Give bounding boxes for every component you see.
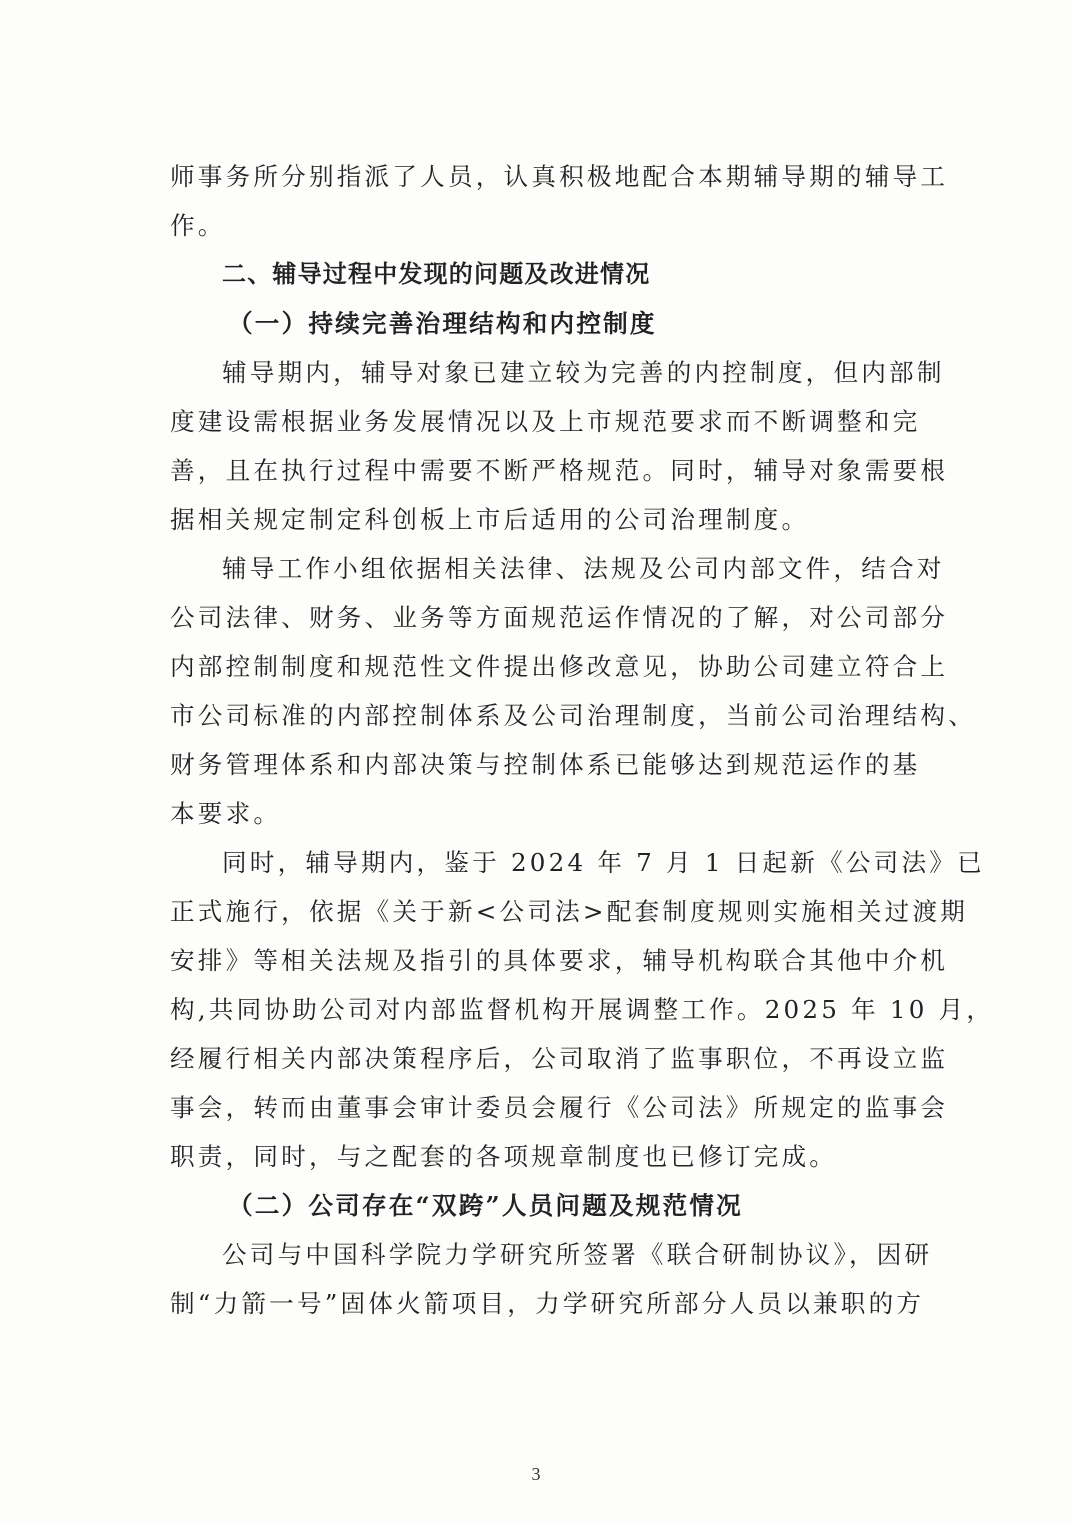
paragraph-line: 安排》等相关法规及指引的具体要求，辅导机构联合其他中介机 xyxy=(170,946,949,975)
paragraph-line: 构,共同协助公司对内部监督机构开展调整工作。2025 年 10 月， xyxy=(170,995,995,1024)
paragraph-line: 作。 xyxy=(170,211,226,240)
subsection-heading: （二）公司存在“双跨”人员问题及规范情况 xyxy=(228,1191,743,1220)
paragraph-line: 公司法律、财务、业务等方面规范运作情况的了解，对公司部分 xyxy=(170,603,949,632)
paragraph-line: 本要求。 xyxy=(170,799,282,828)
paragraph-line: 内部控制制度和规范性文件提出修改意见，协助公司建立符合上 xyxy=(170,652,949,681)
paragraph-line: 同时，辅导期内，鉴于 2024 年 7 月 1 日起新《公司法》已 xyxy=(222,848,985,877)
paragraph-line: 事会，转而由董事会审计委员会履行《公司法》所规定的监事会 xyxy=(170,1093,949,1122)
paragraph-line: 市公司标准的内部控制体系及公司治理制度，当前公司治理结构、 xyxy=(170,701,977,730)
paragraph-line: 财务管理体系和内部决策与控制体系已能够达到规范运作的基 xyxy=(170,750,921,779)
section-heading: 二、辅导过程中发现的问题及改进情况 xyxy=(222,260,651,288)
document-body xyxy=(170,152,995,1328)
paragraph-line: 善，且在执行过程中需要不断严格规范。同时，辅导对象需要根 xyxy=(170,456,949,485)
paragraph-line: 据相关规定制定科创板上市后适用的公司治理制度。 xyxy=(170,505,810,534)
subsection-heading: （一）持续完善治理结构和内控制度 xyxy=(228,309,657,338)
paragraph-line: 师事务所分别指派了人员，认真积极地配合本期辅导期的辅导工 xyxy=(170,162,949,191)
paragraph-line: 辅导工作小组依据相关法律、法规及公司内部文件，结合对 xyxy=(222,554,945,583)
paragraph-line: 公司与中国科学院力学研究所签署《联合研制协议》，因研 xyxy=(222,1240,933,1269)
paragraph-line: 经履行相关内部决策程序后，公司取消了监事职位，不再设立监 xyxy=(170,1044,949,1073)
page-number: 3 xyxy=(531,1464,541,1484)
paragraph-line: 正式施行，依据《关于新<公司法>配套制度规则实施相关过渡期 xyxy=(170,897,969,926)
paragraph-line: 度建设需根据业务发展情况以及上市规范要求而不断调整和完 xyxy=(170,407,921,436)
paragraph-line: 制“力箭一号”固体火箭项目，力学研究所部分人员以兼职的方 xyxy=(170,1289,925,1318)
paragraph-line: 辅导期内，辅导对象已建立较为完善的内控制度，但内部制 xyxy=(222,358,945,387)
paragraph-line: 职责，同时，与之配套的各项规章制度也已修订完成。 xyxy=(170,1142,838,1171)
